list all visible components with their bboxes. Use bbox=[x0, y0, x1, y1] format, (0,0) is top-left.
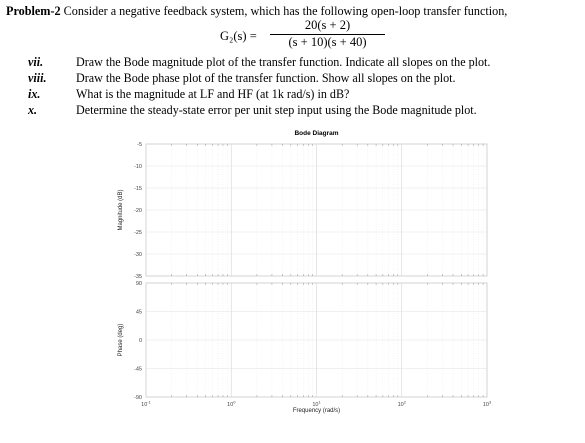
question-text: Determine the steady-state error per unit step input using the Bode magnitude plot. bbox=[76, 103, 477, 117]
phase-y-tick-label: 45 bbox=[135, 309, 142, 316]
question-text: Draw the Bode phase plot of the transfer function. Show all slopes on the plot. bbox=[76, 71, 456, 85]
magnitude-y-tick-label: -20 bbox=[134, 208, 142, 214]
phase-y-tick-label: 0 bbox=[138, 338, 142, 344]
magnitude-y-tick-label: -30 bbox=[134, 252, 142, 258]
phase-y-tick-label: -45 bbox=[134, 366, 142, 373]
question-number: vii. bbox=[28, 55, 44, 69]
problem-intro: Consider a negative feedback system, which has the following open-loop transfer function, bbox=[60, 4, 508, 18]
question-number: viii. bbox=[28, 71, 47, 85]
problem-label: Problem-2 bbox=[6, 4, 61, 18]
x-tick-label: $10^{-1}$ bbox=[141, 399, 151, 408]
phase-y-tick-label: -90 bbox=[134, 395, 142, 401]
question-number: x. bbox=[28, 103, 38, 117]
magnitude-y-tick-label: -35 bbox=[134, 274, 142, 280]
chart-title: Bode Diagram bbox=[294, 130, 339, 137]
magnitude-y-tick-label: -15 bbox=[134, 186, 142, 192]
x-tick-label: $10^1$ bbox=[312, 399, 321, 408]
phase-y-tick-label: 90 bbox=[135, 281, 142, 287]
x-tick-label: $10^0$ bbox=[227, 399, 236, 408]
x-tick-label: $10^3$ bbox=[482, 399, 492, 408]
question-text: Draw the Bode magnitude plot of the transfer function. Indicate all slopes on the plot. bbox=[76, 55, 491, 69]
tf-lhs: G₂(s) = bbox=[220, 29, 257, 43]
phase-y-axis-label: Phase (deg) bbox=[118, 323, 124, 357]
tf-denominator: (s + 10)(s + 40) bbox=[288, 35, 367, 49]
magnitude-y-tick-label: -10 bbox=[134, 164, 142, 170]
magnitude-y-tick-label: -5 bbox=[137, 142, 142, 148]
x-axis-label: Frequency (rad/s) bbox=[292, 408, 341, 414]
x-tick-label: $10^2$ bbox=[397, 399, 406, 408]
question-number: ix. bbox=[28, 87, 41, 101]
question-text: What is the magnitude at LF and HF (at 1k rad/s) in dB? bbox=[76, 87, 350, 101]
magnitude-y-tick-label: -25 bbox=[134, 230, 142, 236]
magnitude-y-axis-label: Magnitude (dB) bbox=[118, 189, 124, 231]
tf-numerator: 20(s + 2) bbox=[304, 18, 351, 32]
